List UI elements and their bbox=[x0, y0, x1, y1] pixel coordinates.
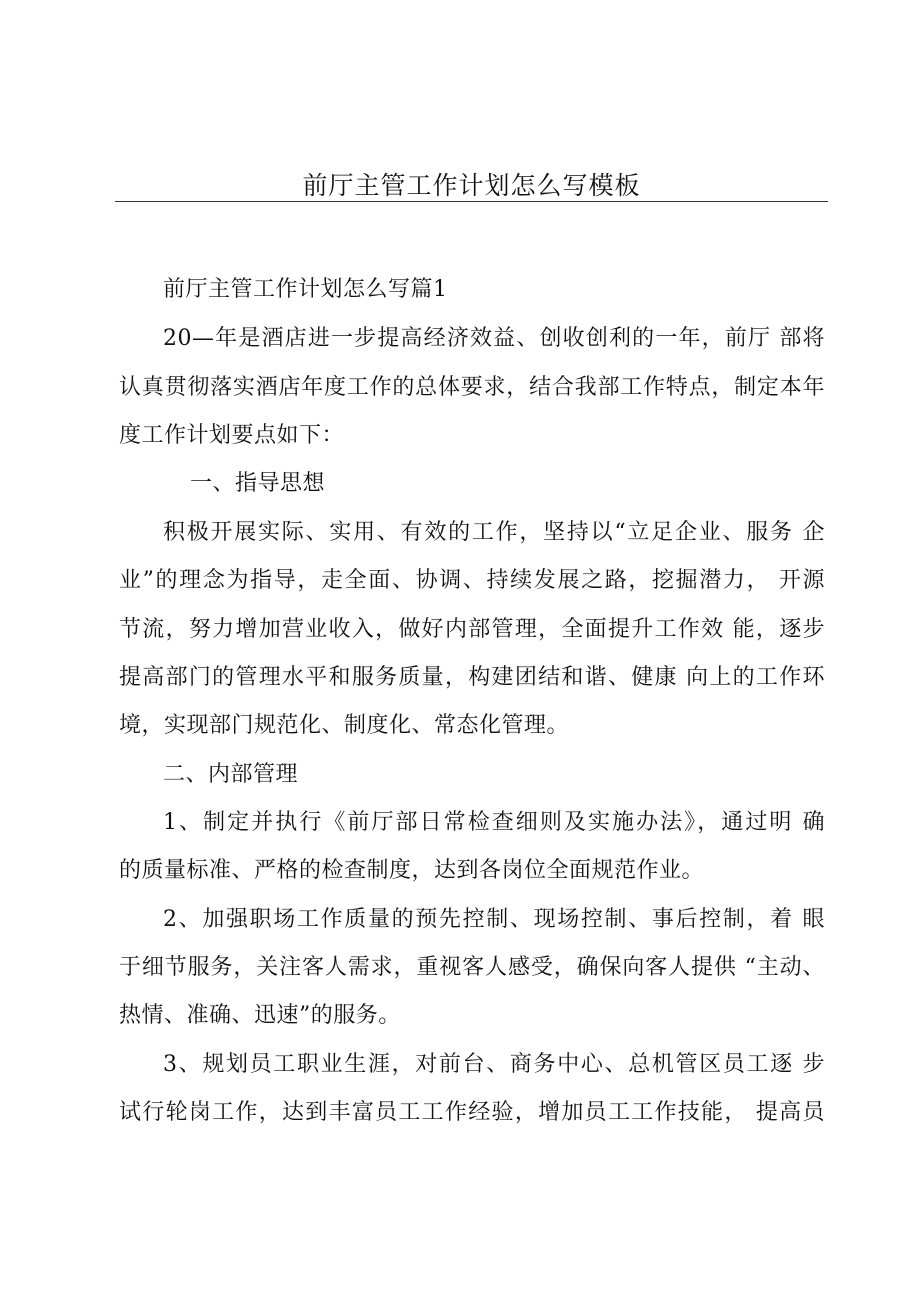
paragraph-line: 度工作计划要点如下： bbox=[119, 423, 345, 448]
paragraph-line: 试行轮岗工作，达到丰富员工工作经验，增加员工工作技能， 提高员 bbox=[119, 1100, 825, 1125]
paragraph-line: 2、加强职场工作质量的预先控制、现场控制、事后控制，着 眼 bbox=[163, 907, 825, 932]
paragraph-line: 境，实现部门规范化、制度化、常态化管理。 bbox=[119, 713, 570, 738]
paragraph-line: 节流，努力增加营业收入，做好内部管理，全面提升工作效 能，逐步 bbox=[119, 617, 825, 642]
paragraph-line: 提高部门的管理水平和服务质量，构建团结和谐、健康 向上的工作环 bbox=[119, 665, 825, 690]
paragraph-line: 积极开展实际、实用、有效的工作，坚持以“立足企业、服务 企 bbox=[163, 520, 825, 545]
document-title: 前厅主管工作计划怎么写模板 bbox=[302, 171, 641, 200]
paragraph-line: 的质量标准、严格的检查制度，达到各岗位全面规范作业。 bbox=[119, 858, 705, 883]
paragraph-line: 热情、准确、迅速”的服务。 bbox=[119, 1003, 401, 1028]
paragraph-line: 于细节服务，关注客人需求，重视客人感受，确保向客人提供 “主动、 bbox=[119, 955, 825, 980]
paragraph-line: 3、规划员工职业生涯，对前台、商务中心、总机管区员工逐 步 bbox=[163, 1052, 825, 1077]
title-underline bbox=[115, 201, 828, 202]
part1-heading: 一、指导思想 bbox=[190, 471, 326, 496]
paragraph-line: 业”的理念为指导，走全面、协调、持续发展之路，挖掘潜力， 开源 bbox=[119, 568, 825, 593]
paragraph-line: 1、制定并执行《前厅部日常检查细则及实施办法》，通过明 确 bbox=[163, 810, 825, 835]
part2-heading: 二、内部管理 bbox=[163, 762, 299, 787]
paragraph-line: 认真贯彻落实酒店年度工作的总体要求，结合我部工作特点，制定本年 bbox=[119, 375, 825, 400]
paragraph-line: 20—年是酒店进一步提高经济效益、创收创利的一年，前厅 部将 bbox=[163, 326, 825, 351]
section-heading: 前厅主管工作计划怎么写篇1 bbox=[163, 277, 448, 302]
